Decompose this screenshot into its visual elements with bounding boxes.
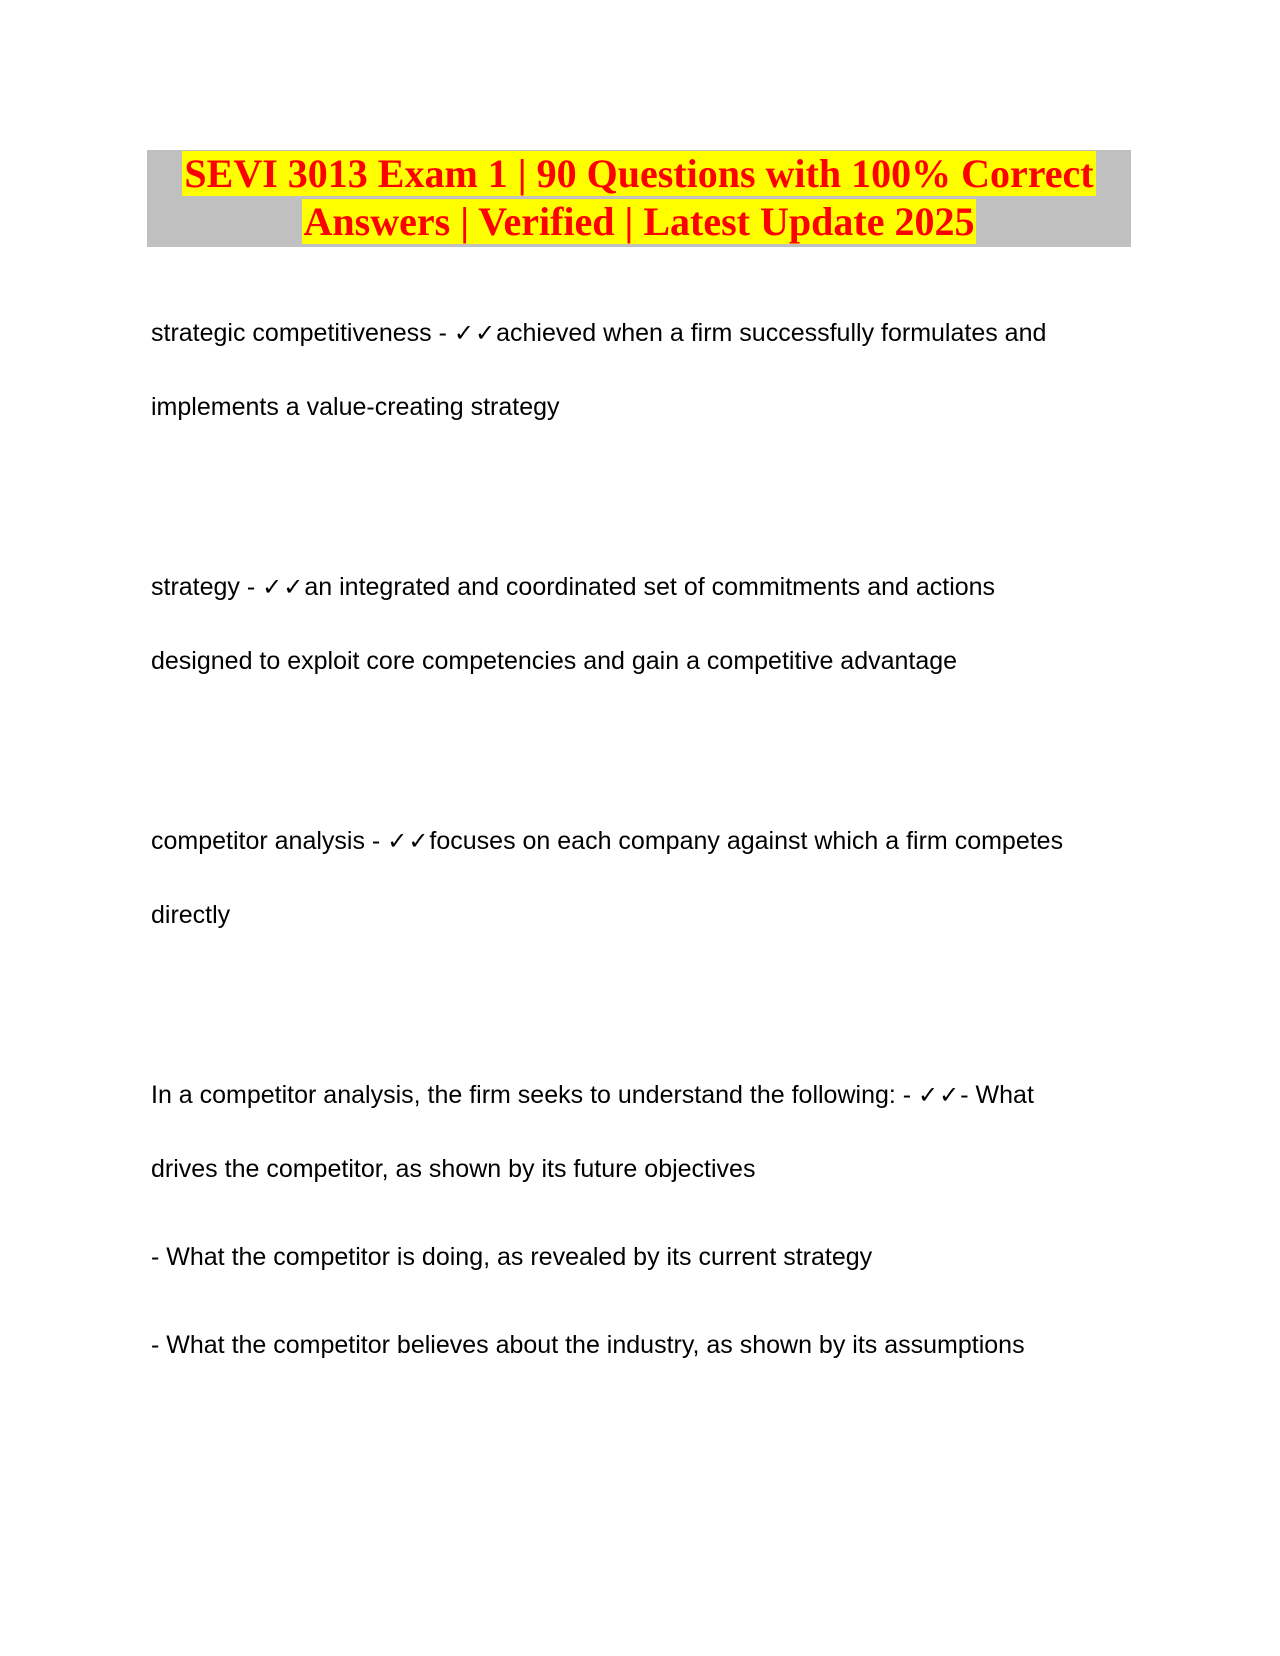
double-check-icon: ✓✓ bbox=[453, 319, 497, 347]
entry-3-line-2: directly bbox=[151, 901, 231, 929]
entry-1-line-2: implements a value-creating strategy bbox=[151, 393, 560, 421]
entry-2-definition-start: an integrated and coordinated set of commitments and actions bbox=[304, 573, 996, 601]
entry-3-line-1 bbox=[151, 826, 1063, 856]
entry-3-definition-start: focuses on each company against which a firm competes bbox=[429, 827, 1064, 855]
document-title bbox=[147, 150, 1131, 246]
entry-2-line-1 bbox=[151, 572, 995, 602]
entry-2-line-2: designed to exploit core competencies and gain a competitive advantage bbox=[151, 647, 958, 675]
double-check-icon: ✓✓ bbox=[387, 827, 430, 855]
entry-2-term: strategy - bbox=[151, 573, 263, 601]
entry-3-term: competitor analysis - bbox=[151, 827, 388, 855]
entry-4-line-3: - What the competitor is doing, as revealed by its current strategy bbox=[151, 1243, 873, 1271]
entry-4-line-1 bbox=[151, 1080, 1034, 1110]
title-line-1: SEVI 3013 Exam 1 | 90 Questions with 100% Correct bbox=[184, 151, 1094, 196]
entry-4-line-4: - What the competitor believes about the industry, as shown by its assumptions bbox=[151, 1331, 1025, 1359]
entry-4-definition-start: - What bbox=[960, 1081, 1034, 1109]
title-line-2: Answers | Verified | Latest Update 2025 bbox=[303, 199, 975, 244]
entry-4-term: In a competitor analysis, the firm seeks to understand the following: - bbox=[151, 1081, 919, 1109]
entry-1-definition-start: achieved when a firm successfully formulates and bbox=[496, 319, 1047, 347]
entry-1-line-1 bbox=[151, 318, 1046, 348]
double-check-icon: ✓✓ bbox=[262, 573, 305, 601]
entry-1-term: strategic competitiveness - bbox=[151, 319, 454, 347]
entry-4-line-2: drives the competitor, as shown by its future objectives bbox=[151, 1155, 756, 1183]
double-check-icon: ✓✓ bbox=[918, 1081, 961, 1109]
